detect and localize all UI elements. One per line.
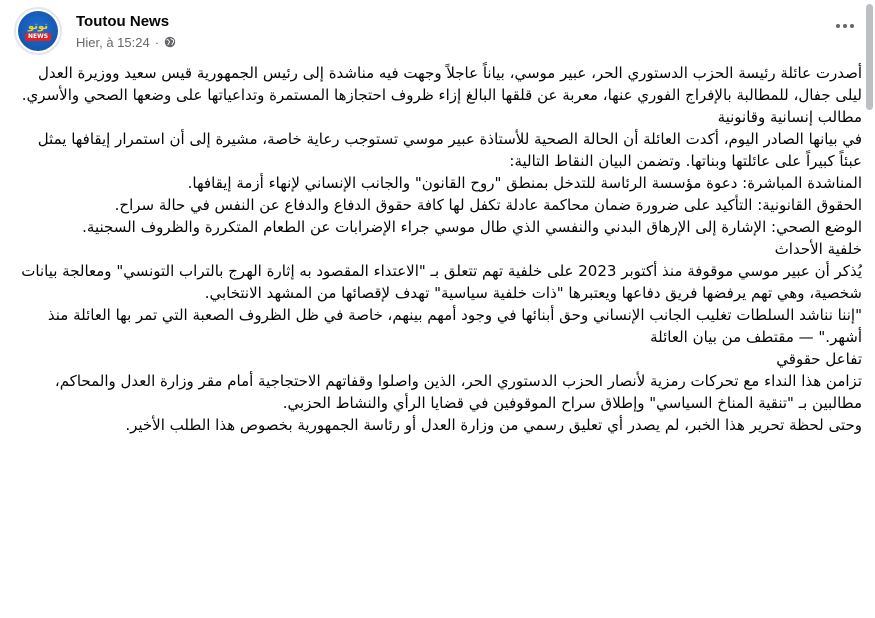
subheading-demands: مطالب إنسانية وقانونية — [717, 108, 862, 126]
scrollbar[interactable] — [865, 0, 873, 618]
more-dots-icon — [836, 24, 840, 28]
point-legal-rights: الحقوق القانونية: التأكيد على ضرورة ضمان محاكمة عادلة تكفل لها كافة حقوق الدفاع والدفاع عن النفس في حالة سراح. — [114, 196, 862, 214]
more-dot — [850, 24, 854, 28]
post-header — [14, 6, 176, 56]
scroll-thumb[interactable] — [866, 4, 873, 110]
paragraph-intro: أصدرت عائلة رئيسة الحزب الدستوري الحر، عبير موسي، بياناً عاجلاً وجهت فيه مناشدة إلى رئيس الجمهورية قيس سعيد ووزيرة العدل ليلى جفال، للمطالبة بالإفراج الفوري عنها، معربة عن قلقها البالغ إزاء ظروف احتجازها المستمرة وتداعياتها على وضعها الصحي والأسري. — [21, 64, 862, 104]
globe-icon[interactable] — [164, 36, 176, 48]
point-health: الوضع الصحي: الإشارة إلى الإرهاق البدني والنفسي الذي طال موسي جراء الإضرابات عن الطعام المتكررة والظروف السجنية. — [82, 218, 862, 236]
paragraph-statement: في بيانها الصادر اليوم، أكدت العائلة أن الحالة الصحية للأستاذة عبير موسي تستوجب رعاية خاصة، مشيرة إلى أن استمرار إيقافها يمثل عبئاً كبيراً على عائلتها وبناتها. وتضمن البيان النقاط التالية: — [37, 130, 862, 170]
paragraph-background: يُذكر أن عبير موسي موقوفة منذ أكتوبر 2023 على خلفية تهم تتعلق بـ "الاعتداء المقصود به إثارة الهرج بالتراب التونسي" ومعالجة بيانات شخصية، وهي تهم يرفضها فريق دفاعها ويعتبرها "ذات خلفية سياسية" تهدف لإقصائها من المشهد الانتخابي. — [21, 262, 862, 302]
more-options-button[interactable] — [829, 10, 861, 42]
time-row — [76, 34, 176, 51]
separator-dot: · — [154, 34, 160, 50]
page-name-link[interactable]: Toutou News — [76, 12, 170, 30]
page-logo — [18, 11, 58, 51]
avatar[interactable] — [14, 7, 62, 55]
more-dot — [843, 24, 847, 28]
post-timestamp-link[interactable]: Hier, à 15:24 — [76, 34, 150, 50]
post-meta — [76, 12, 176, 51]
subheading-reaction: تفاعل حقوقي — [776, 350, 862, 368]
logo-badge: NEWS — [25, 33, 51, 41]
paragraph-reaction: تزامن هذا النداء مع تحركات رمزية لأنصار الحزب الدستوري الحر، الذين واصلوا وقفاتهم الاحتجاجية أمام مقر وزارة العدل والمحاكم، مطالبين بـ "تنقية المناخ السياسي" وإطلاق سراح الموقوفين في قضايا الرأي والنشاط الحزبي. — [54, 372, 862, 412]
post-text — [14, 62, 862, 436]
subheading-background: خلفية الأحداث — [774, 240, 862, 258]
paragraph-closing: وحتى لحظة تحرير هذا الخبر، لم يصدر أي تعليق رسمي من وزارة العدل أو رئاسة الجمهورية بخصوص هذا الطلب الأخير. — [125, 416, 862, 434]
quote-family: "إننا نناشد السلطات تغليب الجانب الإنساني وحق أبنائها في وجود أمهم بينهم، خاصة في ظل الظروف الصعبة التي تمر بها العائلة منذ أشهر." — مقتطف من بيان العائلة — [47, 306, 862, 346]
logo-text: توتو — [27, 21, 49, 32]
point-appeal: المناشدة المباشرة: دعوة مؤسسة الرئاسة للتدخل بمنطق "روح القانون" والجانب الإنساني لإنهاء أزمة إيقافها. — [187, 174, 862, 192]
